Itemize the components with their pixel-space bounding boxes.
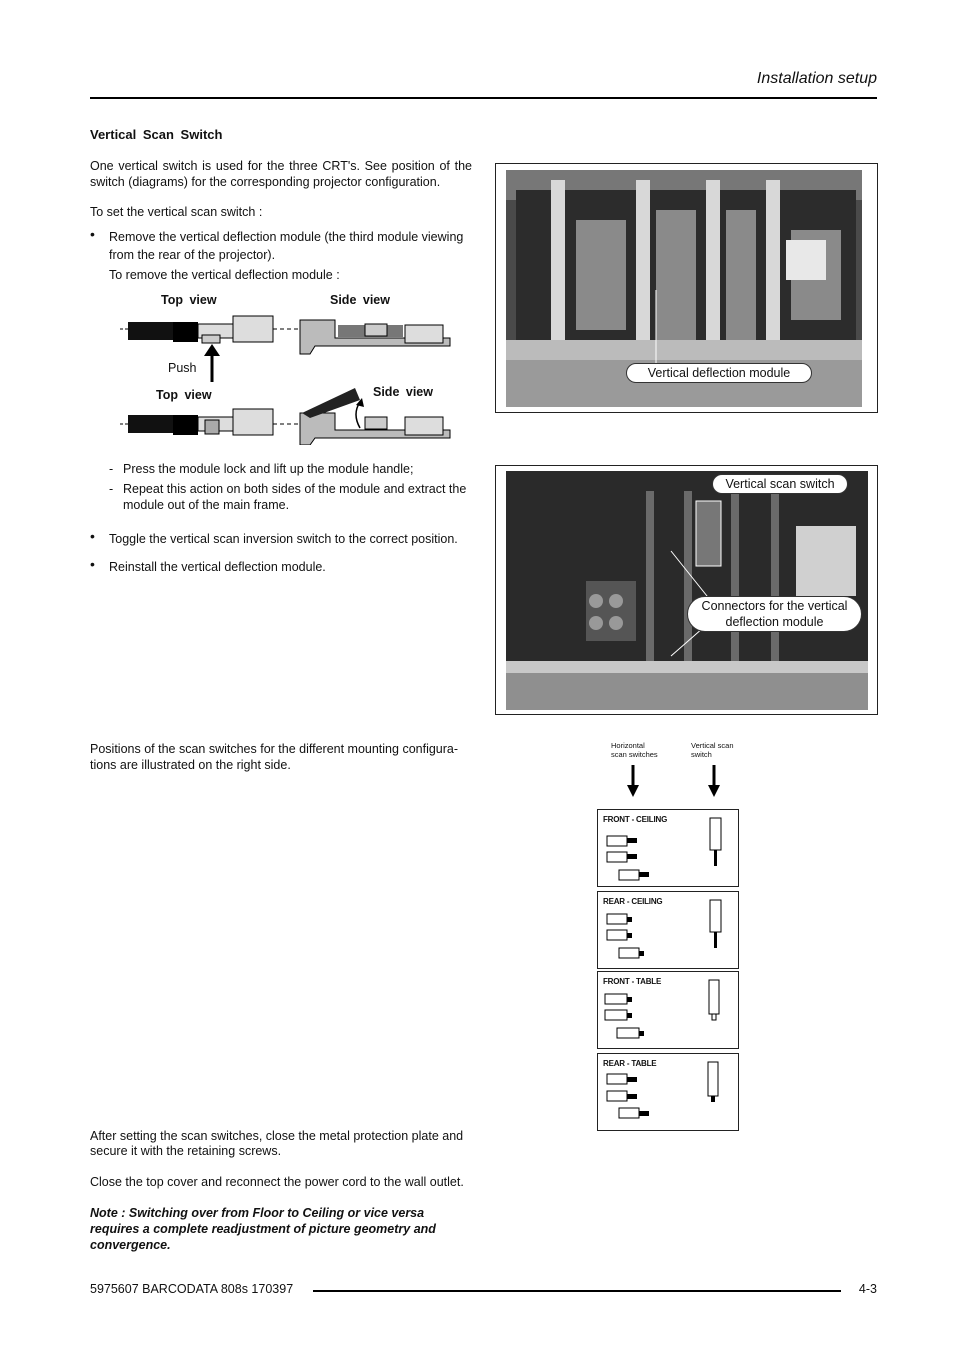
bullet-dot: •	[90, 556, 95, 572]
arrow-down-icons	[620, 765, 730, 799]
photo-frame-deflection-module	[495, 163, 878, 413]
closing-para2: Close the top cover and reconnect the power cord to the wall outlet.	[90, 1175, 464, 1189]
callout-connectors	[687, 596, 862, 632]
config-front-ceiling	[597, 809, 739, 887]
push-arrow-icon	[204, 344, 220, 382]
positions-line2: tions are illustrated on the right side.	[90, 758, 291, 772]
bullet-dot: •	[90, 226, 95, 242]
step1-text: Press the module lock and lift up the module handle;	[123, 462, 414, 476]
side-view-module-1	[300, 320, 450, 354]
bullet-dot: •	[90, 528, 95, 544]
section-heading: Vertical Scan Switch	[90, 127, 223, 142]
note-line2: requires a complete readjustment of picture geometry and	[90, 1222, 436, 1236]
callout-connectors-line2: deflection module	[725, 615, 824, 629]
vertical-switch-label: Vertical scan switch	[691, 741, 734, 759]
horizontal-switch-label: Horizontal scan switches	[611, 741, 658, 759]
photo-frame-scan-switch	[495, 465, 878, 715]
bullet1-line2: from the rear of the projector).	[109, 248, 276, 262]
section-header: Installation setup	[756, 70, 877, 87]
config-label: FRONT - TABLE	[603, 977, 662, 986]
intro-paragraph: One vertical switch is used for the three CRT's. See position of the switch (diagrams) for the corresponding projector configuration.	[90, 159, 472, 189]
footer-rule	[313, 1290, 841, 1292]
step1-dash: -	[109, 462, 114, 476]
top-view-module-2	[120, 409, 305, 435]
diagram-top-view-label-1: Top view	[161, 293, 217, 307]
positions-line1: Positions of the scan switches for the different mounting configura-	[90, 742, 459, 756]
side-view-module-2	[300, 388, 450, 445]
config-rear-table	[597, 1053, 739, 1131]
module-removal-diagram	[120, 310, 460, 445]
step2-line1: Repeat this action on both sides of the module and extract the	[123, 482, 467, 496]
diagram-top-view-label-2: Top view	[156, 388, 212, 402]
diagram-push-label: Push	[168, 361, 197, 375]
page-number: 4-3	[858, 1282, 877, 1296]
config-front-table	[597, 971, 739, 1049]
closing-line1: After setting the scan switches, close the metal protection plate and	[90, 1129, 464, 1143]
step2-line2: module out of the main frame.	[123, 498, 290, 512]
callout-vertical-scan-switch: Vertical scan switch	[712, 474, 848, 494]
note-block	[90, 1205, 472, 1253]
note-line1: Note : Switching over from Floor to Ceiling or vice versa	[90, 1206, 425, 1220]
bullet2-text: Toggle the vertical scan inversion switch to the correct position.	[109, 532, 458, 546]
bullet3-text: Reinstall the vertical deflection module.	[109, 560, 326, 574]
instruction-lead: To set the vertical scan switch :	[90, 205, 263, 219]
closing-line2: secure it with the retaining screws.	[90, 1144, 282, 1158]
diagram-side-view-label-1: Side view	[330, 293, 390, 307]
note-line3: convergence.	[90, 1238, 171, 1252]
bullet1-line3: To remove the vertical deflection module :	[109, 268, 340, 282]
callout-vertical-deflection-module: Vertical deflection module	[626, 363, 812, 383]
bullet1-line1: Remove the vertical deflection module (the third module viewing	[109, 230, 464, 244]
photo-scan-switch	[506, 471, 868, 710]
header-rule	[90, 97, 877, 99]
config-rear-ceiling	[597, 891, 739, 969]
footer-doc-id: 5975607 BARCODATA 808s 170397	[90, 1282, 294, 1296]
config-label: REAR - TABLE	[603, 1059, 657, 1068]
config-label: REAR - CEILING	[603, 897, 663, 906]
callout-connectors-line1: Connectors for the vertical	[701, 599, 848, 613]
diagram-side-view-label-2: Side view	[373, 385, 433, 399]
step2-dash: -	[109, 482, 114, 496]
top-view-module-1	[120, 316, 305, 343]
config-label: FRONT - CEILING	[603, 815, 668, 824]
